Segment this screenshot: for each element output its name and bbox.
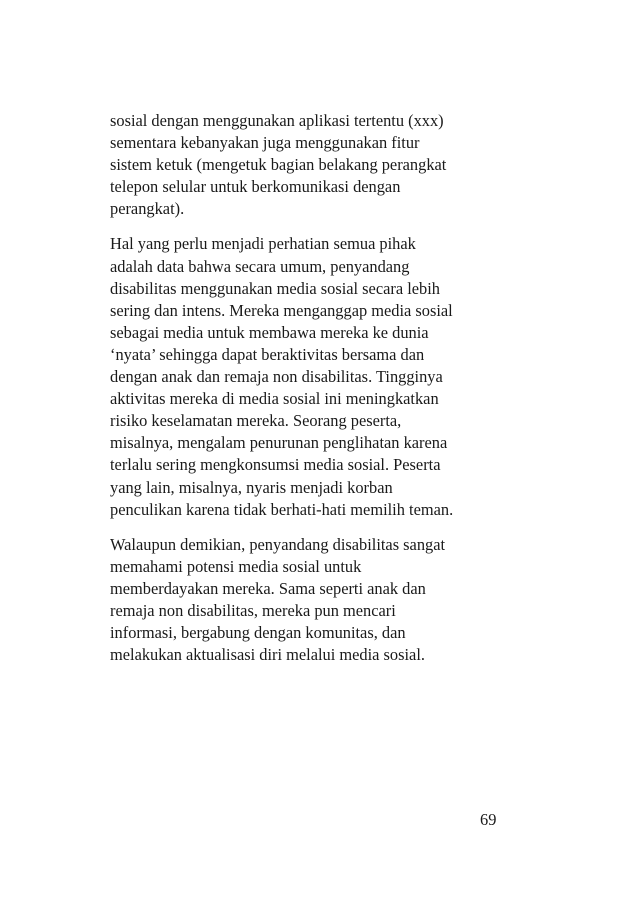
text-line: sebagai media untuk membawa mereka ke dunia (110, 322, 429, 342)
text-line: Hal yang perlu menjadi perhatian semua pihak (110, 234, 416, 254)
text-line: Walaupun demikian, penyandang disabilitas sangat (110, 534, 446, 554)
text-line: telepon selular untuk berkomunikasi dengan (110, 177, 401, 197)
text-line: sosial dengan menggunakan aplikasi tertentu (xxx) (110, 111, 444, 130)
paragraph-2 (110, 233, 510, 520)
text-line: dengan anak dan remaja non disabilitas. Tingginya (110, 367, 443, 387)
text-line: melakukan aktualisasi diri melalui media sosial. (110, 645, 425, 665)
text-line: aktivitas mereka di media sosial ini meningkatkan (110, 389, 439, 409)
text-line: risiko keselamatan mereka. Seorang peserta, (110, 411, 402, 431)
page-number: 69 (480, 810, 497, 829)
text-line: remaja non disabilitas, mereka pun mencari (110, 600, 396, 620)
paragraph-3 (110, 534, 510, 667)
text-line: sementara kebanyakan juga menggunakan fitur (110, 133, 420, 153)
text-line: disabilitas menggunakan media sosial secara lebih (110, 278, 440, 298)
text-line: perangkat). (110, 199, 185, 219)
text-line: sistem ketuk (mengetuk bagian belakang perangkat (110, 155, 447, 175)
text-line: misalnya, mengalam penurunan penglihatan karena (110, 433, 448, 453)
text-line: sering dan intens. Mereka menganggap media sosial (110, 300, 453, 320)
text-line: penculikan karena tidak berhati-hati memilih teman. (110, 499, 454, 519)
text-line: ‘nyata’ sehingga dapat beraktivitas bersama dan (110, 344, 425, 364)
paragraph-1 (110, 110, 510, 220)
text-line: memahami potensi media sosial untuk (110, 556, 362, 576)
text-line: yang lain, misalnya, nyaris menjadi korban (110, 477, 393, 497)
text-line: terlalu sering mengkonsumsi media sosial. Peserta (110, 455, 441, 475)
text-line: memberdayakan mereka. Sama seperti anak dan (110, 578, 426, 598)
text-line: adalah data bahwa secara umum, penyandang (110, 256, 410, 276)
body-text (110, 110, 510, 666)
text-line: informasi, bergabung dengan komunitas, dan (110, 623, 406, 643)
